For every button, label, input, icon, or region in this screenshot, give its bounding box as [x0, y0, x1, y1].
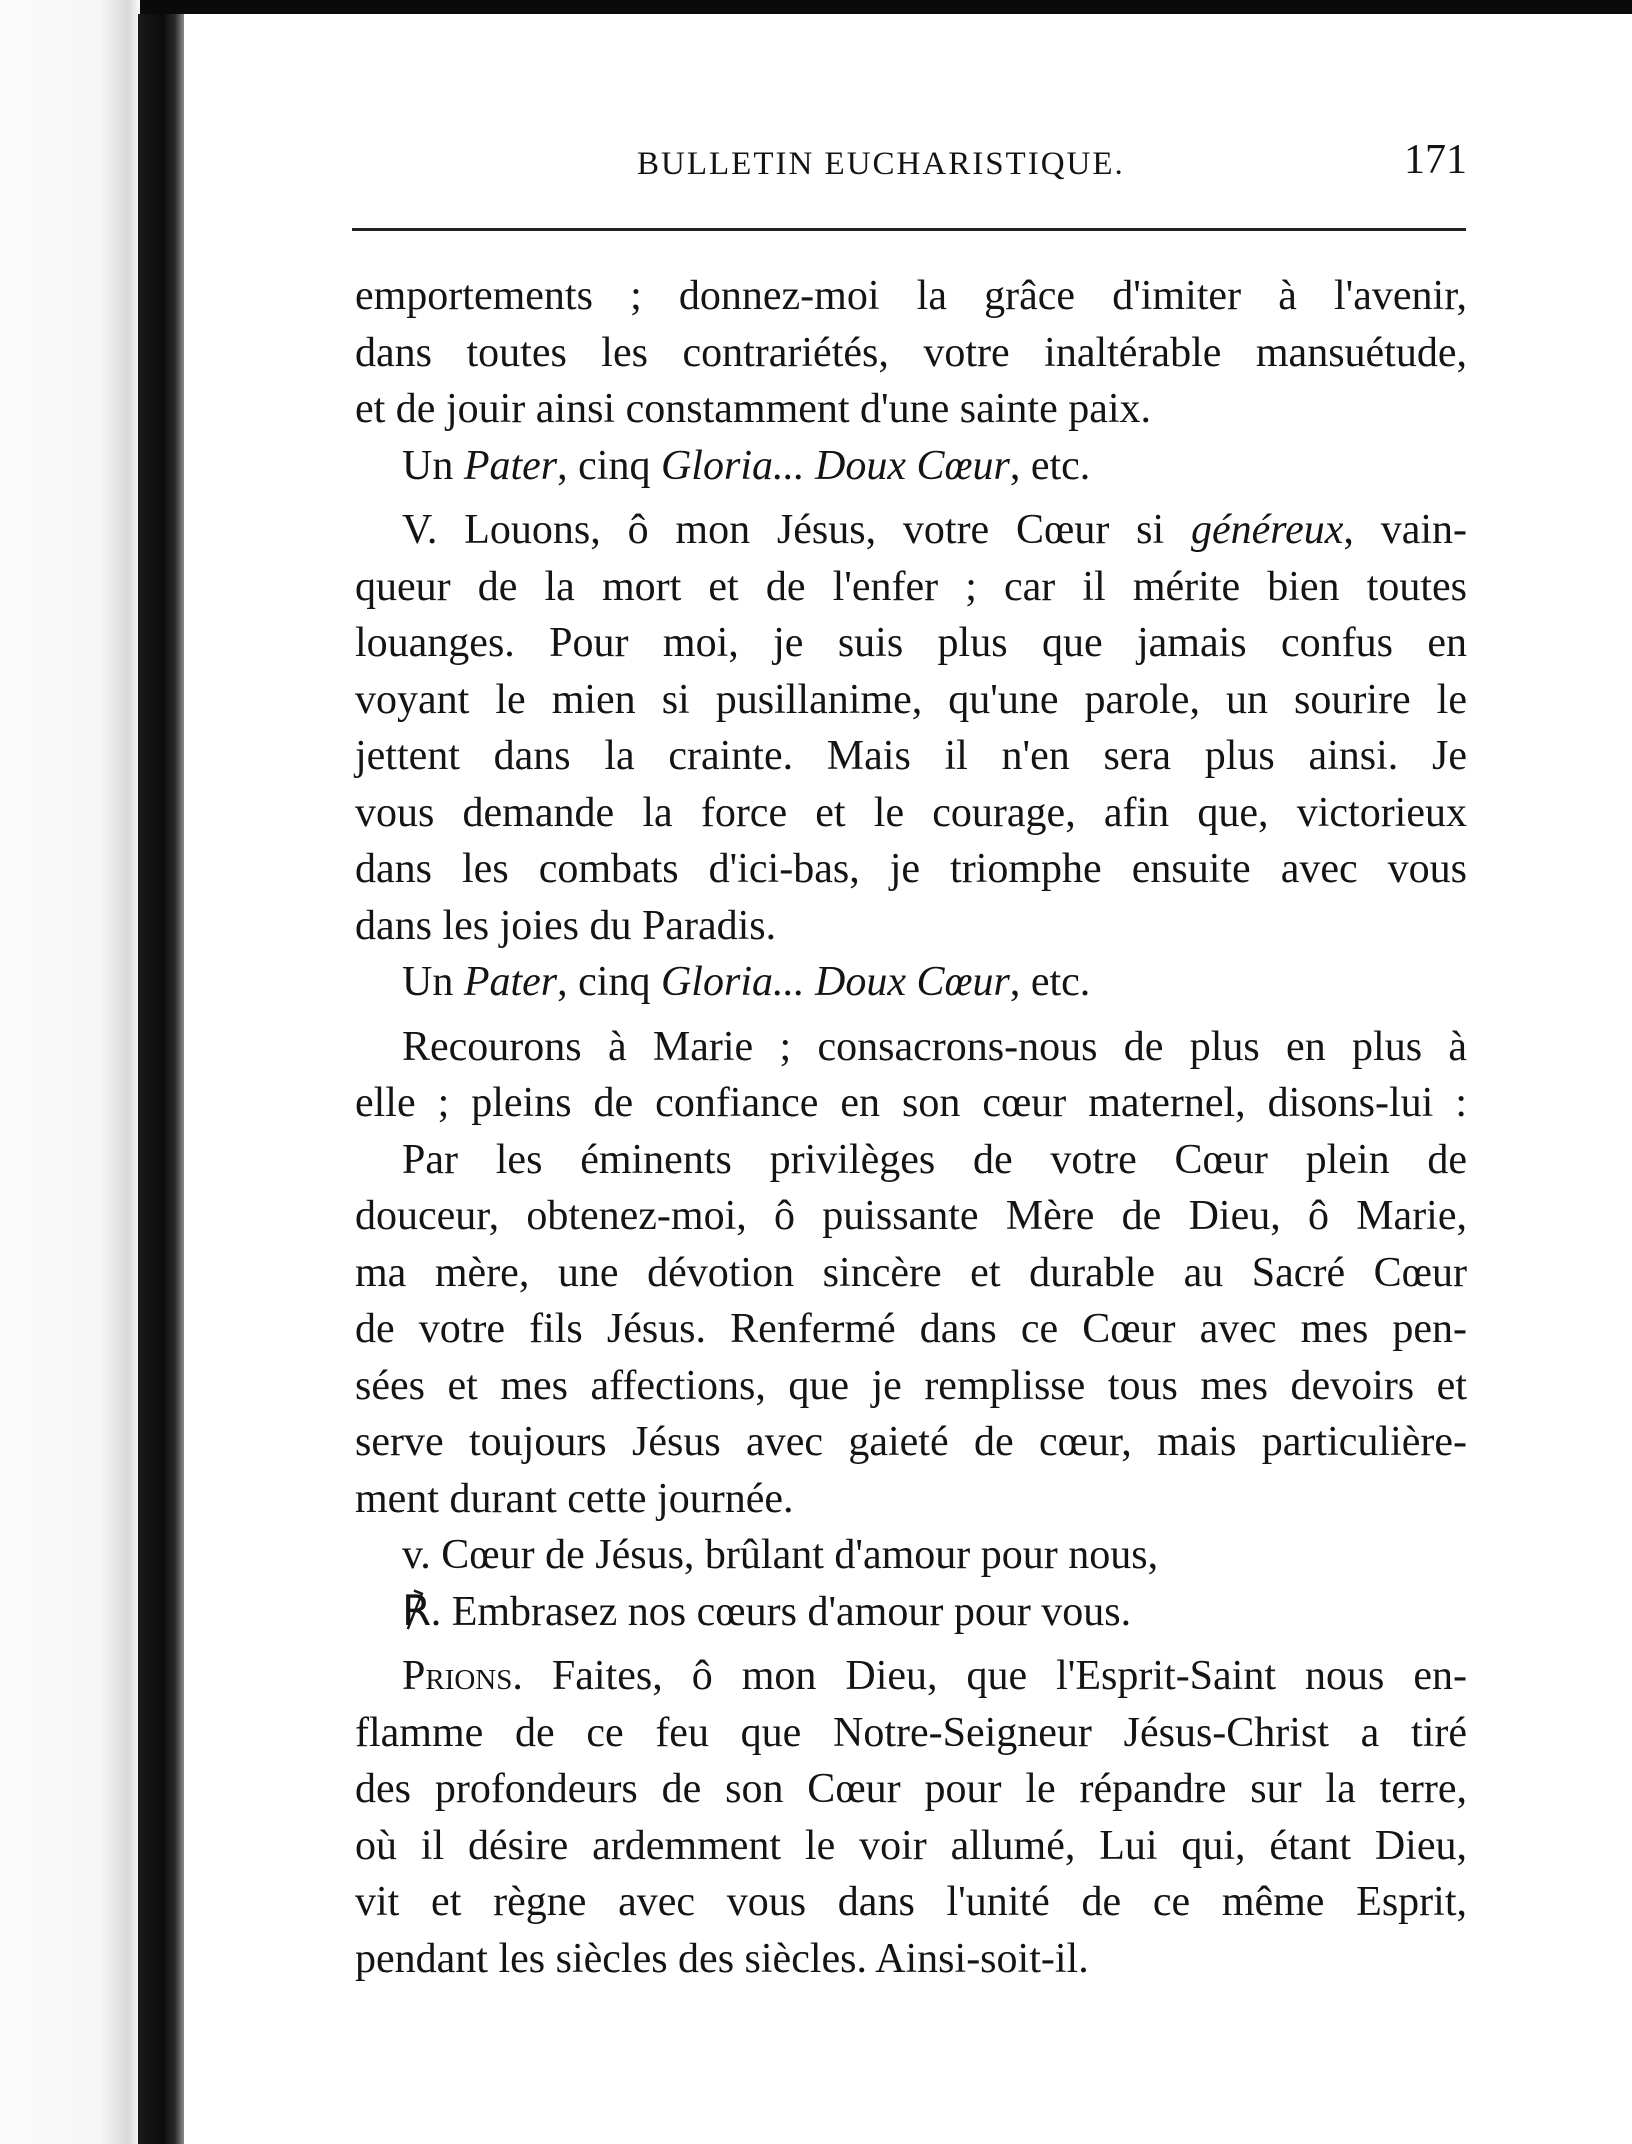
italic-word: généreux [1191, 507, 1344, 553]
refrain-text: , cinq [557, 959, 661, 1005]
paragraph-gap [355, 1640, 1467, 1648]
refrain-space [804, 443, 815, 489]
text-line: ment durant cette journée. [355, 1475, 794, 1522]
text-line: serve toujours Jésus avec gaieté de cœur, mais particulière- [355, 1419, 1467, 1465]
header-rule [352, 228, 1466, 231]
text-line: louanges. Pour moi, je suis plus que jamais confus en [355, 620, 1467, 666]
text-line [355, 1648, 1467, 1705]
refrain-italic: Gloria... [660, 959, 805, 1005]
text-line: et de jouir ainsi constamment d'une sainte paix. [355, 386, 1152, 432]
book-gutter [0, 0, 140, 2144]
paragraph-gap [355, 1011, 1467, 1019]
text-line: de votre fils Jésus. Renfermé dans ce Cœur avec mes pen- [355, 1306, 1467, 1352]
running-head: BULLETIN EUCHARISTIQUE. [637, 146, 1125, 182]
text-line: où il désire ardemment le voir allumé, Lui qui, étant Dieu, [355, 1822, 1467, 1869]
text-line: emportements ; donnez-moi la grâce d'imiter à l'avenir, [355, 273, 1467, 319]
text-line: queur de la mort et de l'enfer ; car il mérite bien toutes [355, 563, 1467, 610]
refrain-italic: Doux Cœur [814, 959, 1010, 1005]
page-body [355, 268, 1467, 1987]
text-line: dans les combats d'ici-bas, je triomphe ensuite avec vous [355, 846, 1467, 892]
refrain-line [355, 954, 1467, 1011]
page-number: 171 [1404, 137, 1467, 183]
refrain-italic: Gloria... [660, 442, 805, 489]
refrain-text: , cinq [557, 442, 661, 489]
book-spine-edge [138, 14, 184, 2144]
text-line: vit et règne avec vous dans l'unité de ce même Esprit, [355, 1879, 1467, 1925]
text-line: pendant les siècles des siècles. Ainsi-soit-il. [355, 1935, 1089, 1982]
scan-top-border [0, 0, 1632, 14]
text-line: voyant le mien si pusillanime, qu'une parole, un sourire le [355, 676, 1467, 723]
text-line: dans toutes les contrariétés, votre inaltérable mansuétude, [355, 329, 1467, 376]
text-span: Faites, ô mon Dieu, que l'Esprit-Saint nous en- [522, 1653, 1467, 1699]
refrain-text: , etc. [1009, 442, 1091, 489]
text-line: Recourons à Marie ; consacrons-nous de plus en plus à [402, 1023, 1467, 1070]
text-line: flamme de ce feu que Notre-Seigneur Jésus-Christ a tiré [355, 1709, 1467, 1756]
refrain-italic: Pater [463, 959, 558, 1005]
refrain-space [804, 959, 815, 1005]
page-header [355, 137, 1467, 190]
text-line [355, 502, 1467, 559]
refrain-text: Un [402, 442, 464, 489]
response-line: ℟. Embrasez nos cœurs d'amour pour vous. [402, 1588, 1132, 1635]
text-line: vous demande la force et le courage, afin que, victorieux [355, 789, 1467, 836]
text-line: elle ; pleins de confiance en son cœur maternel, disons-lui : [355, 1080, 1467, 1126]
refrain-italic: Pater [463, 442, 558, 489]
refrain-italic: Doux Cœur [814, 442, 1010, 489]
text-line: ma mère, une dévotion sincère et durable au Sacré Cœur [355, 1249, 1467, 1296]
refrain-text: Un [402, 959, 464, 1005]
text-line: douceur, obtenez-moi, ô puissante Mère de Dieu, ô Marie, [355, 1193, 1467, 1239]
text-line: sées et mes affections, que je remplisse tous mes devoirs et [355, 1362, 1467, 1409]
text-line: Par les éminents privilèges de votre Cœur plein de [402, 1136, 1467, 1183]
prayer-heading: Prions. [402, 1653, 523, 1699]
paragraph-gap [355, 494, 1467, 502]
refrain-line [355, 438, 1467, 495]
text-span: , vain- [1343, 507, 1467, 553]
text-line: dans les joies du Paradis. [355, 902, 777, 949]
text-span: V. Louons, ô mon Jésus, votre Cœur si [402, 507, 1192, 553]
refrain-text: , etc. [1009, 959, 1091, 1005]
versicle-line: v. Cœur de Jésus, brûlant d'amour pour nous, [402, 1532, 1159, 1578]
text-line: jettent dans la crainte. Mais il n'en sera plus ainsi. Je [355, 733, 1467, 779]
text-line: des profondeurs de son Cœur pour le répandre sur la terre, [355, 1766, 1467, 1812]
